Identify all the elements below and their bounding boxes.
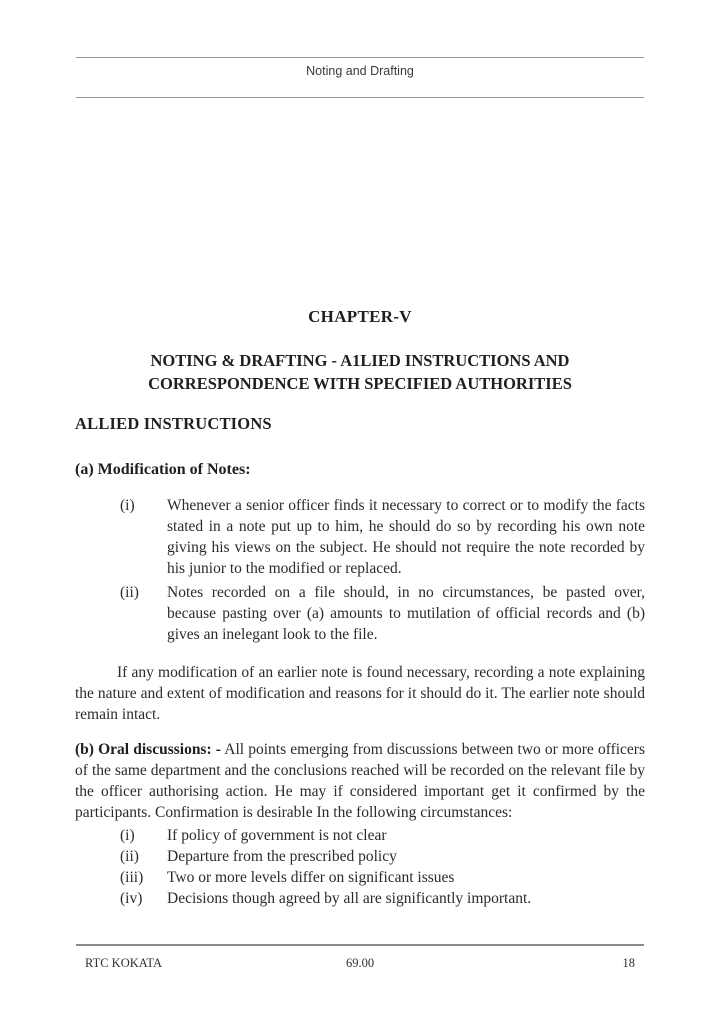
footer-rule: [76, 944, 644, 946]
list-item-text: Departure from the prescribed policy: [167, 848, 397, 865]
list-item-text: Whenever a senior officer finds it necessary to correct or to modify the facts stated in a note put up to him, he should do so by recording his own note giving his views on the subject. He should not require the note recorded by his junior to the modified or replaced.: [167, 497, 645, 577]
page-content: [75, 0, 645, 909]
subsection-a-paragraph: If any modification of an earlier note is found necessary, recording a note explaining the nature and extent of modification and reasons for it should do it. The earlier note should remain intact.: [75, 664, 645, 723]
list-item: [75, 582, 645, 645]
footer-organization: RTC KOKATA: [85, 956, 163, 970]
list-item-text: Decisions though agreed by all are significantly important.: [167, 890, 532, 907]
footer-page-number: 18: [622, 956, 635, 970]
list-item: [75, 867, 645, 888]
list-item-marker: (i): [120, 827, 135, 844]
chapter-heading: CHAPTER-V: [308, 307, 412, 326]
running-header-title: Noting and Drafting: [306, 64, 414, 78]
list-item: [75, 495, 645, 579]
document-title: [75, 349, 645, 395]
subsection-b-list: [75, 825, 645, 909]
subsection-b-paragraph: [75, 739, 645, 823]
list-item: [75, 888, 645, 909]
list-item: [75, 846, 645, 867]
list-item-text: Notes recorded on a file should, in no circumstances, be pasted over, because pasting over (a) amounts to mutilation of official records and (b) gives an inelegant look to the file.: [167, 584, 645, 643]
footer-document-number: 69.00: [345, 956, 375, 970]
document-title-line1: NOTING & DRAFTING - A1LIED INSTRUCTIONS AND: [150, 351, 570, 370]
list-item-marker: (i): [120, 497, 135, 514]
section-heading-allied-instructions: ALLIED INSTRUCTIONS: [75, 414, 272, 433]
subsection-a-list: [75, 495, 645, 645]
subsection-a-heading: (a) Modification of Notes:: [75, 461, 251, 478]
list-item-marker: (iv): [120, 890, 143, 907]
list-item-text: Two or more levels differ on significant issues: [167, 869, 455, 886]
list-item-text: If policy of government is not clear: [167, 827, 387, 844]
list-item: [75, 825, 645, 846]
document-title-line2: CORRESPONDENCE WITH SPECIFIED AUTHORITIES: [148, 374, 572, 393]
list-item-marker: (ii): [120, 848, 139, 865]
subsection-b-heading: (b) Oral discussions: -: [75, 741, 221, 758]
list-item-marker: (iii): [120, 869, 144, 886]
list-item-marker: (ii): [120, 584, 139, 601]
subsection-b-paragraph-text: All points emerging from discussions between two or more officers of the same department and the conclusions reached will be recorded on the relevant file by the officer authorising action. He may if considered important get it confirmed by the participants. Confirmation is desirable In the following circumstances:: [75, 741, 645, 821]
